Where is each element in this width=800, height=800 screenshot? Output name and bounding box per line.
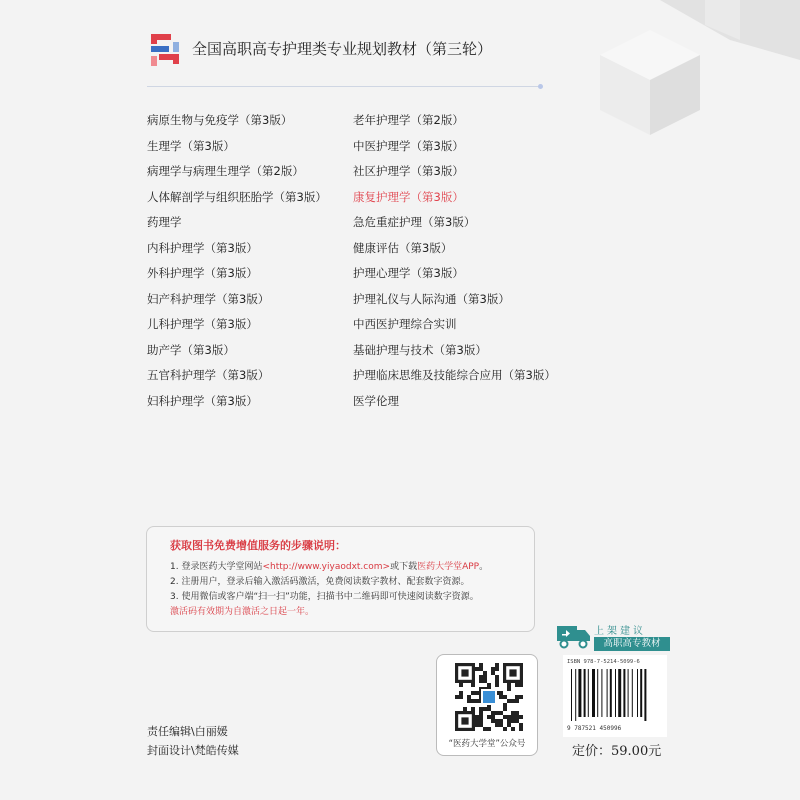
divider-dot xyxy=(538,84,543,89)
book-title: 儿科护理学（第3版） xyxy=(147,317,258,331)
book-title: 生理学（第3版） xyxy=(147,138,235,153)
book-title: 病理学与病理生理学（第2版） xyxy=(147,164,304,178)
book-title: 妇产科护理学（第3版） xyxy=(147,291,270,306)
barcode-digits: 9 787521 450996 xyxy=(567,725,622,732)
decorative-cube-icon xyxy=(590,0,800,200)
book-title: 基础护理与技术（第3版） xyxy=(353,342,487,357)
qr-caption: “医药大学堂”公众号 xyxy=(448,739,526,749)
book-title: 护理临床思维及技能综合应用（第3版） xyxy=(353,368,556,382)
shelf-category: 高职高专教材 xyxy=(594,637,670,651)
designer-credit: 封面设计\梵皓传媒 xyxy=(147,744,239,757)
book-title: 护理心理学（第3版） xyxy=(353,266,464,280)
book-title: 中西医护理综合实训 xyxy=(353,317,457,331)
shelf-suggestion-label: 上架建议 xyxy=(594,626,646,637)
notice-validity: 激活码有效期为自激活之日起一年。 xyxy=(170,607,315,617)
price: 定价：59.00元 xyxy=(572,744,662,759)
book-list-left xyxy=(147,108,327,414)
book-title: 病原生物与免疫学（第3版） xyxy=(147,113,293,127)
notice-title: 获取图书免费增值服务的步骤说明： xyxy=(170,539,346,552)
book-title: 五官科护理学（第3版） xyxy=(147,368,270,382)
book-title: 健康评估（第3版） xyxy=(353,240,453,255)
book-title: 康复护理学（第3版） xyxy=(353,189,464,204)
book-title: 社区护理学（第3版） xyxy=(353,164,464,178)
book-title: 助产学（第3版） xyxy=(147,342,235,357)
book-title: 急危重症护理（第3版） xyxy=(353,215,476,229)
notice-step-2: 2. 注册用户，登录后输入激活码激活，免费阅读数字教材、配套数字资源。 xyxy=(170,577,470,587)
header-divider xyxy=(147,86,542,87)
book-list-right xyxy=(353,108,556,414)
barcode-icon xyxy=(569,669,663,721)
book-title: 老年护理学（第2版） xyxy=(353,113,464,127)
qr-code-frame xyxy=(436,654,538,756)
book-title: 人体解剖学与组织胚胎学（第3版） xyxy=(147,189,327,204)
notice-step-3: 3. 使用微信或客户端“扫一扫”功能，扫描书中二维码即可快速阅读数字资源。 xyxy=(170,592,479,602)
book-title: 护理礼仪与人际沟通（第3版） xyxy=(353,291,510,306)
book-title: 外科护理学（第3版） xyxy=(147,266,258,280)
editor-credit: 责任编辑\白丽媛 xyxy=(147,725,228,738)
app-name: 医药大学堂APP xyxy=(417,562,480,572)
service-notice-box xyxy=(146,526,535,632)
series-logo-icon xyxy=(147,30,183,70)
book-title: 内科护理学（第3版） xyxy=(147,240,258,255)
isbn-barcode-block xyxy=(563,655,667,737)
shelf-suggestion xyxy=(556,620,666,654)
website-link[interactable]: <http://www.yiyaodxt.com> xyxy=(262,562,391,572)
book-title: 中医护理学（第3版） xyxy=(353,138,464,153)
notice-step-1-text: 1. 登录医药大学堂网站 xyxy=(170,562,263,572)
book-title: 妇科护理学（第3版） xyxy=(147,393,258,408)
book-title: 医学伦理 xyxy=(353,393,399,408)
notice-step-1-end: 。 xyxy=(479,562,489,572)
book-title: 药理学 xyxy=(147,215,182,229)
series-title: 全国高职高专护理类专业规划教材（第三轮） xyxy=(192,40,493,58)
notice-step-1 xyxy=(170,559,488,572)
notice-step-1-mid: 或下载 xyxy=(390,562,418,572)
qr-code-icon[interactable] xyxy=(455,663,523,731)
isbn-text: ISBN 978-7-5214-5099-6 xyxy=(567,659,640,665)
truck-icon xyxy=(556,620,592,650)
